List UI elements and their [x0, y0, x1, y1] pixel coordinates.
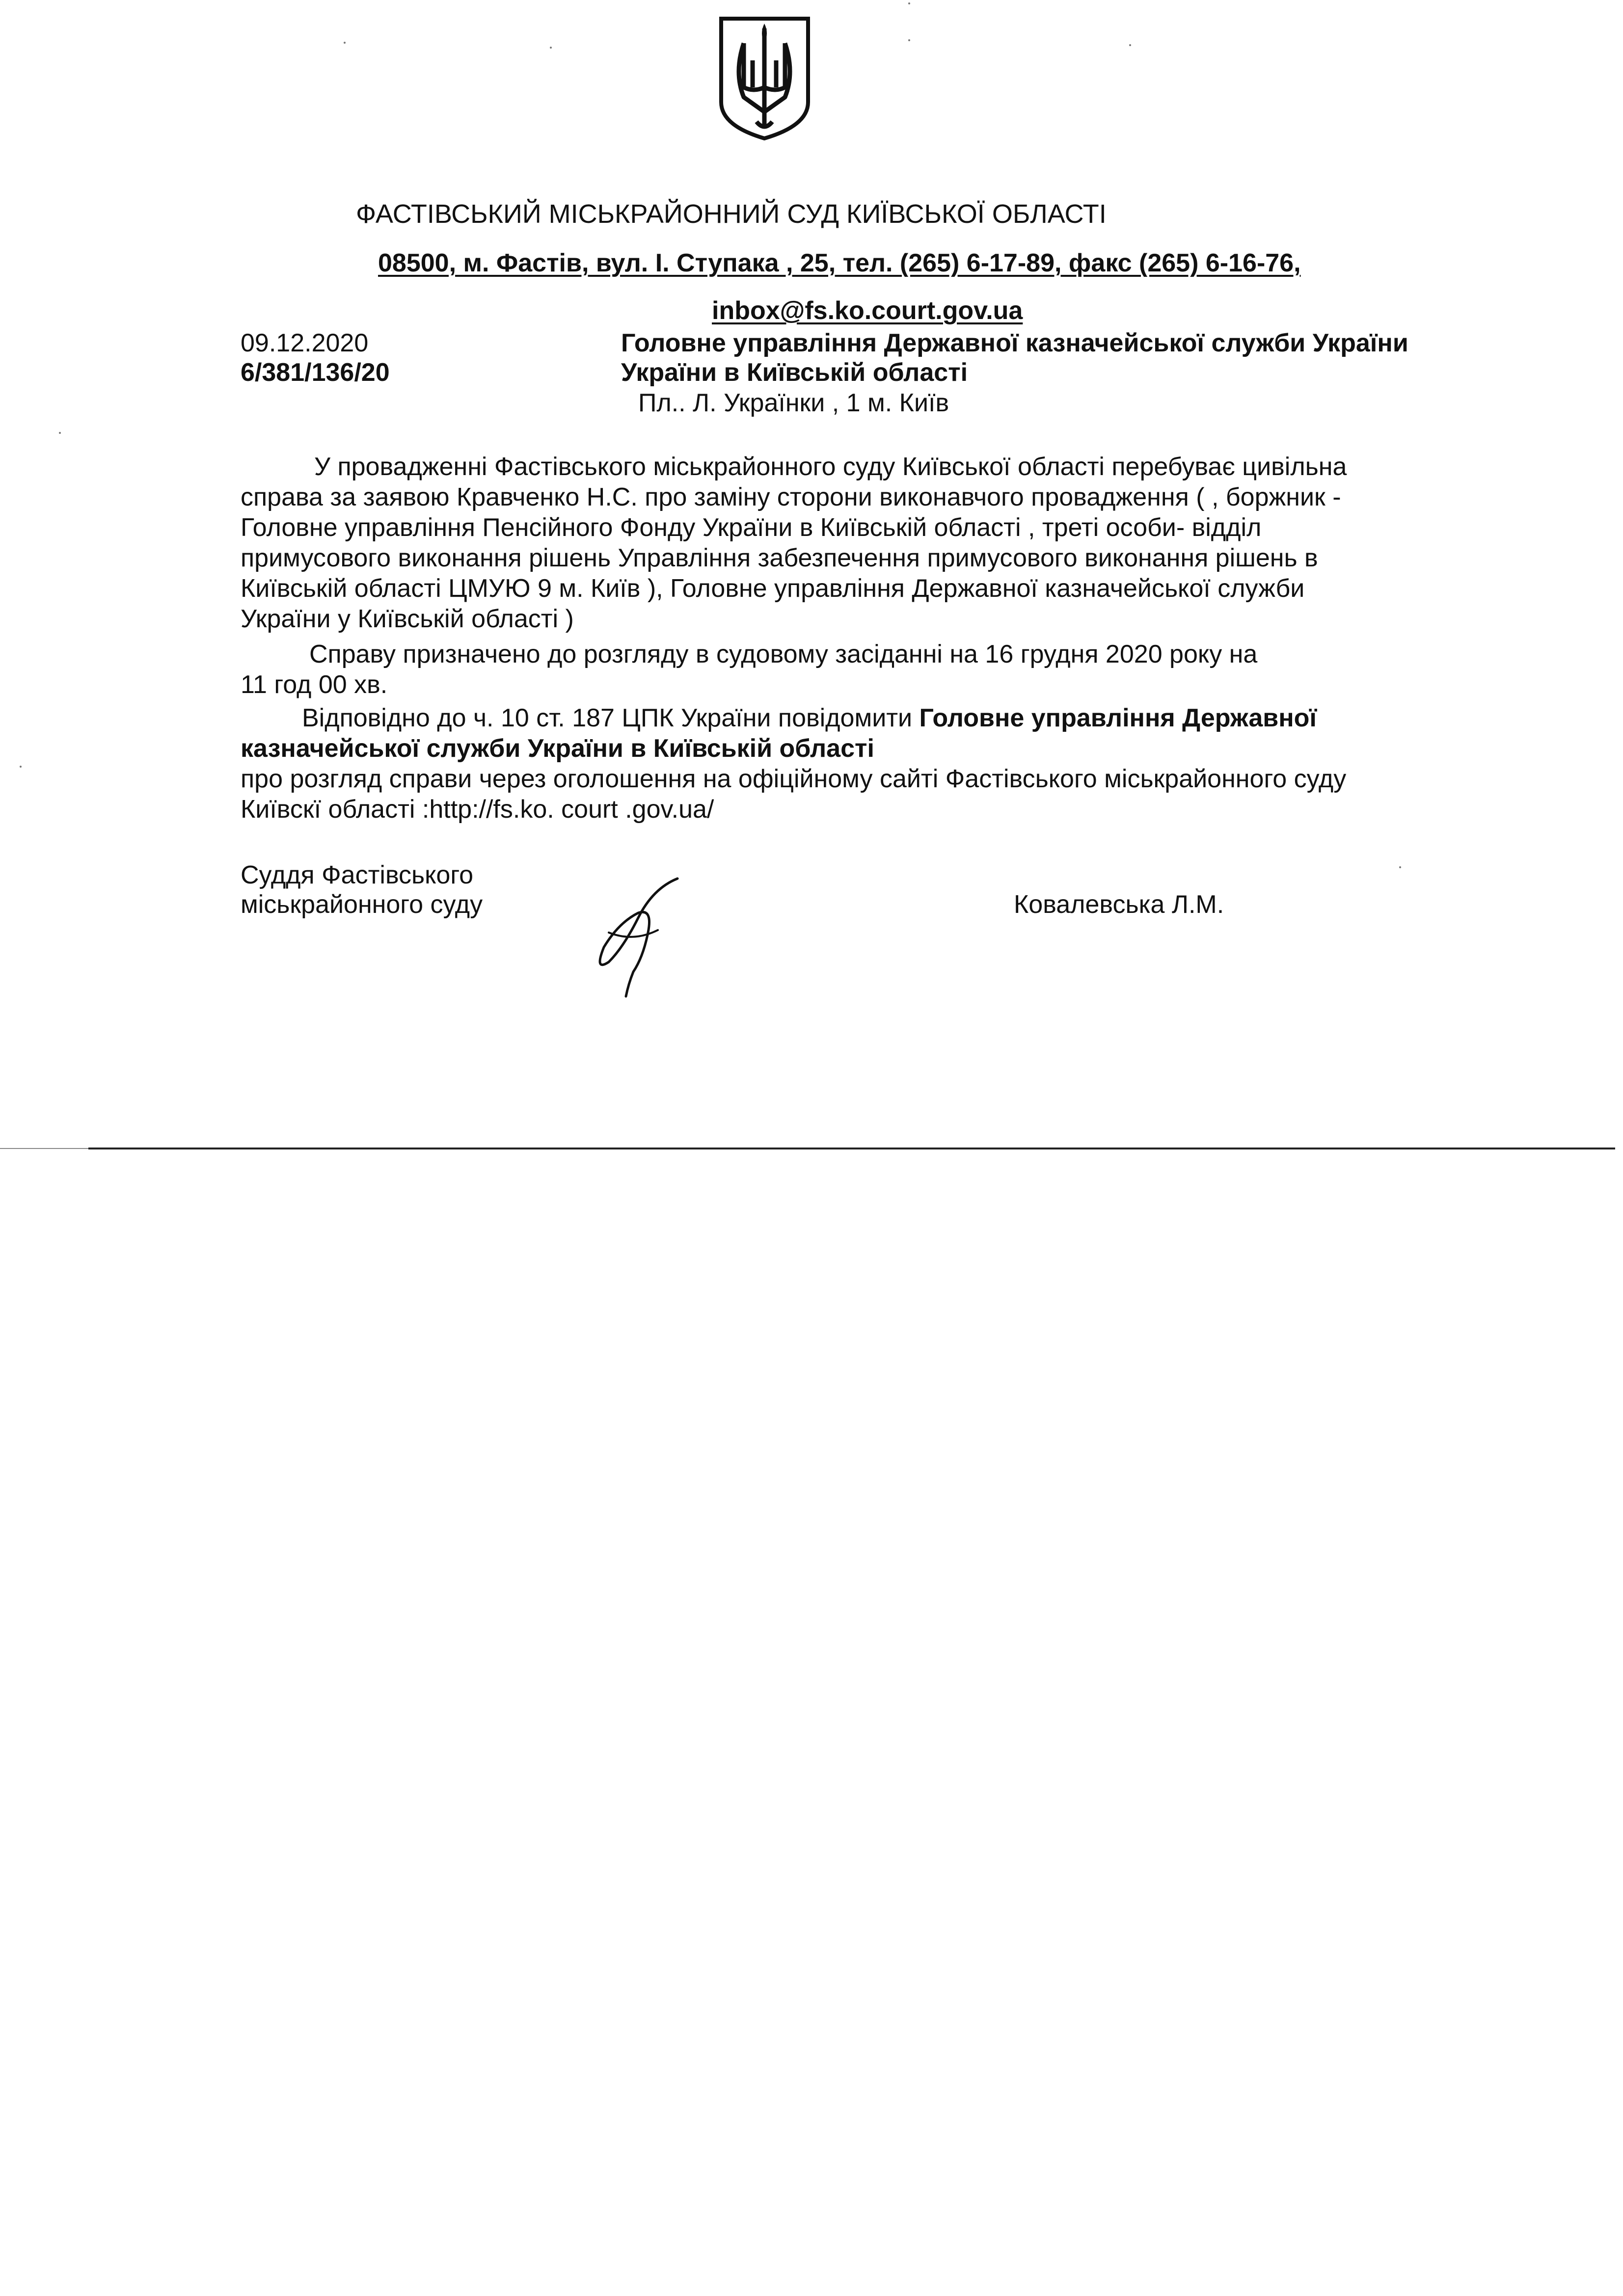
letter-date: 09.12.2020	[241, 329, 369, 357]
scan-speck	[20, 766, 22, 768]
body-paragraph-1	[241, 452, 1517, 634]
handwritten-signature	[579, 874, 697, 1001]
scan-speck	[908, 2, 910, 4]
body-line	[241, 703, 1517, 733]
court-name: ФАСТІВСЬКИЙ МІСЬКРАЙОННИЙ СУД КИЇВСЬКОЇ ОБЛАСТІ	[356, 199, 1107, 229]
recipient-line-2: України в Київській області	[621, 358, 968, 387]
scan-speck	[908, 39, 910, 41]
body-line: України у Київській області )	[241, 605, 574, 633]
state-emblem-icon	[714, 14, 815, 142]
judge-title-line-2: міськрайонного суду	[241, 890, 483, 919]
body-line: про розгляд справи через оголошення на офіційному сайті Фастівського міськрайонного суду	[241, 765, 1347, 793]
body-line: Головне управління Пенсійного Фонду України в Київській області , треті особи- відділ	[241, 513, 1262, 542]
body-line: У провадженні Фастівського міськрайонного суду Київської області перебуває цивільна	[314, 453, 1347, 481]
recipient-address: Пл.. Л. Українки , 1 м. Київ	[638, 389, 949, 417]
judge-name: Ковалевська Л.М.	[1014, 890, 1224, 919]
body-line: Київській області ЦМУЮ 9 м. Київ ), Головне управління Державної казначейської служби	[241, 574, 1305, 603]
scan-speck	[59, 432, 61, 434]
body-line: примусового виконання рішень Управління забезпечення примусового виконання рішень в	[241, 544, 1318, 572]
scan-speck	[344, 42, 346, 44]
recipient-line-1: Головне управління Державної казначейської служби України	[621, 329, 1408, 357]
reference-number: 6/381/136/20	[241, 358, 390, 387]
judge-title-line-1: Суддя Фастівського	[241, 861, 474, 889]
body-line: справа за заявою Кравченко Н.С. про заміну сторони виконавчого провадження ( , боржник -	[241, 483, 1341, 511]
scan-speck	[550, 47, 552, 49]
court-email[interactable]: inbox@fs.ko.court.gov.ua	[712, 296, 1023, 325]
recipient-mention: казначейської служби України в Київській області	[241, 734, 874, 763]
body-paragraph-3	[241, 703, 1517, 825]
recipient-mention: Головне управління Державної	[919, 704, 1317, 732]
body-paragraph-2	[241, 639, 1517, 700]
body-line: Київскї області :http://fs.ko. court .gov.ua/	[241, 795, 714, 824]
body-line: Справу призначено до розгляду в судовому засіданні на 16 грудня 2020 року на	[309, 640, 1258, 668]
body-text: Відповідно до ч. 10 ст. 187 ЦПК України повідомити	[302, 704, 920, 732]
scan-divider-line	[88, 1148, 1615, 1149]
scan-speck	[1129, 44, 1131, 46]
court-address: 08500, м. Фастів, вул. І. Ступака , 25, тел. (265) 6-17-89, факс (265) 6-16-76,	[378, 249, 1301, 277]
scan-divider-line	[0, 1148, 88, 1149]
body-line: 11 год 00 хв.	[241, 670, 388, 699]
scan-speck	[1399, 866, 1401, 868]
